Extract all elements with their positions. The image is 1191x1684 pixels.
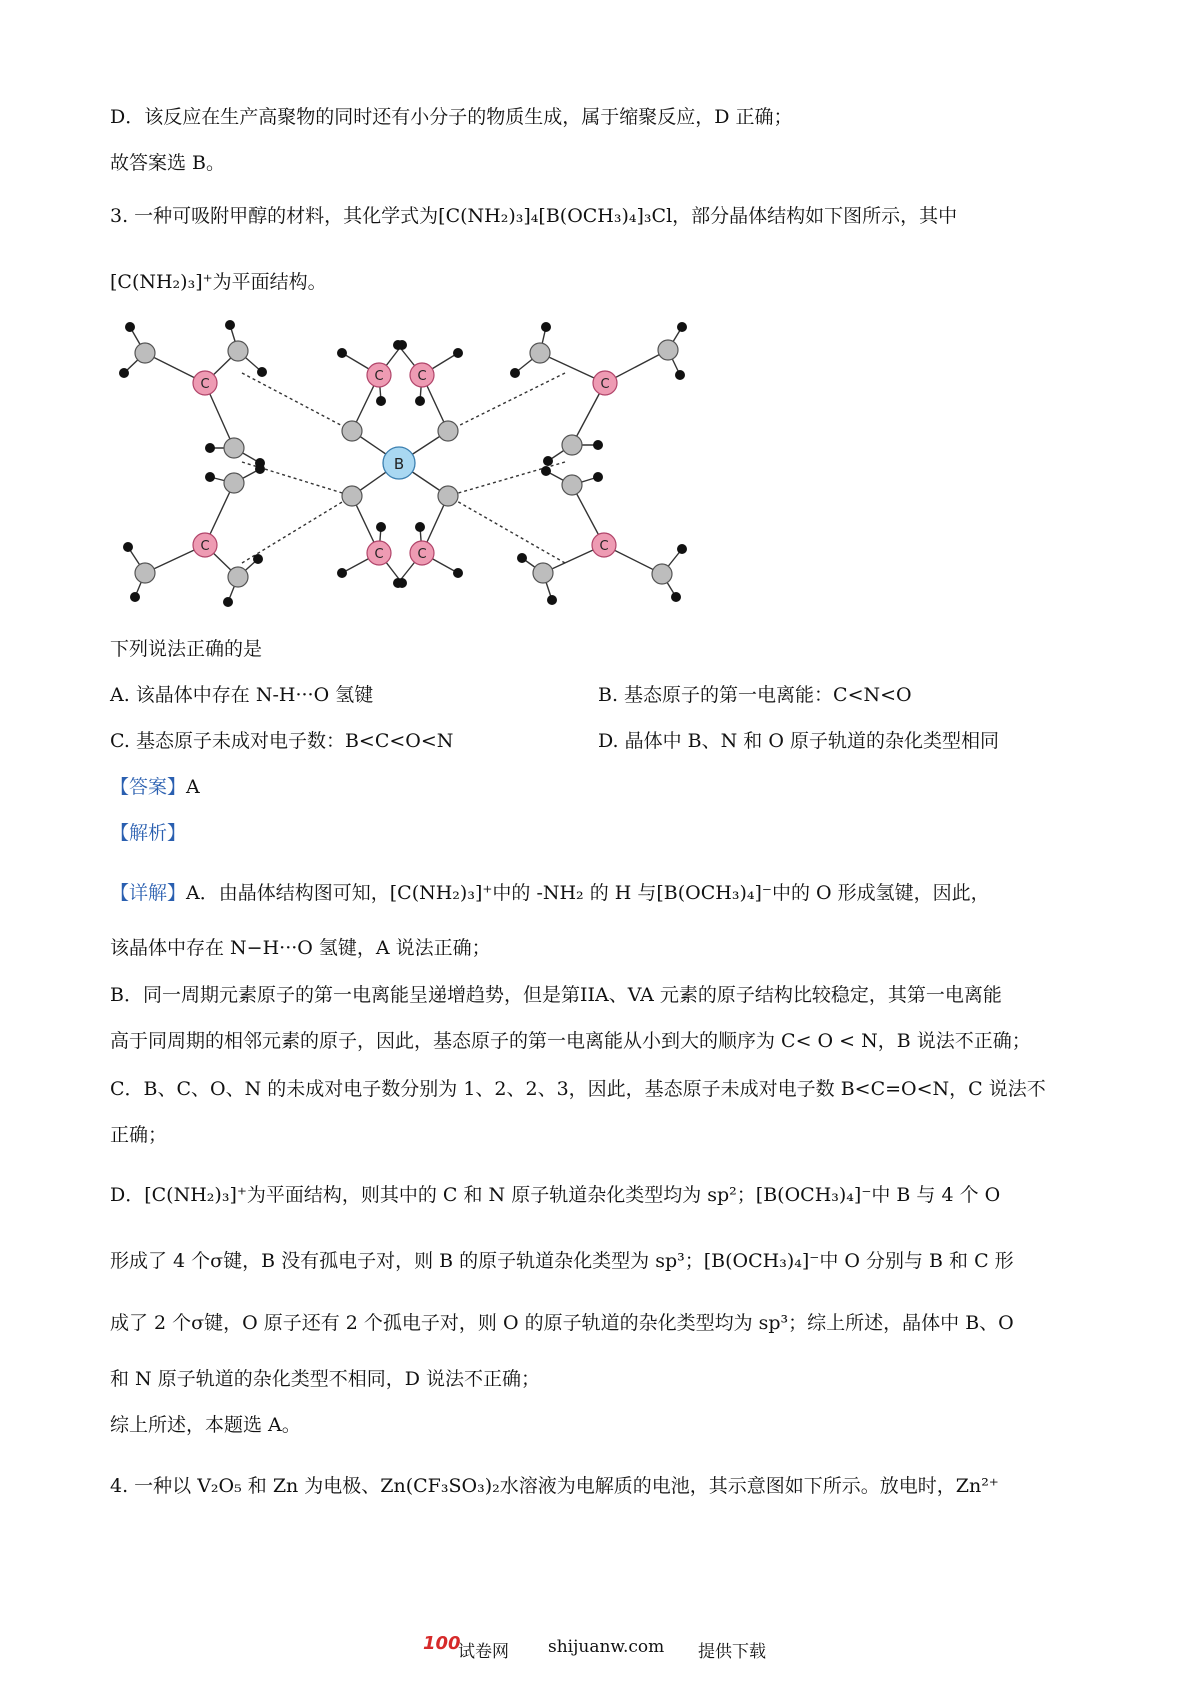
carbon-label: C [200, 377, 210, 392]
formula: [C(NH₂)₃]⁺ [144, 1184, 247, 1206]
footer-url[interactable]: shijuanw.com [548, 1637, 665, 1657]
text-line: 故答案选 B。 [110, 152, 226, 174]
option-a: A. 该晶体中存在 N-H···O 氢键 [110, 684, 374, 706]
text-span: 中 O 分别与 B 和 C 形 [819, 1250, 1014, 1272]
text-span: 中的 -NH₂ 的 H 与 [492, 882, 657, 904]
option-b: B. 基态原子的第一电离能：C<N<O [598, 684, 912, 706]
text-span: 4. 一种以 V₂O₅ 和 Zn 为电极、 [110, 1475, 381, 1497]
question-stem: 下列说法正确的是 [110, 638, 263, 660]
formula: [C(NH₂)₃]⁺ [110, 271, 213, 293]
detail-line-9: 成了 2 个σ键，O 原子还有 2 个孤电子对，则 O 的原子轨道的杂化类型均为 sp³；综上所述，晶体中 B、O [110, 1312, 1014, 1334]
text-span: ，部分晶体结构如下图所示，其中 [672, 205, 958, 227]
carbon-label: C [417, 547, 427, 562]
carbon-label: C [200, 539, 210, 554]
crystal-structure-diagram [110, 315, 700, 620]
carbon-label: C [374, 547, 384, 562]
boron-label: B [393, 455, 405, 473]
analysis-tag-line [110, 820, 186, 846]
option-d: D. 晶体中 B、N 和 O 原子轨道的杂化类型相同 [598, 730, 999, 752]
text-span: 3. 一种可吸附甲醇的材料，其化学式为 [110, 205, 439, 227]
formula: [C(NH₂)₃]⁺ [389, 882, 493, 904]
detail-line-11: 综上所述，本题选 A。 [110, 1414, 301, 1436]
footer-site-name: 试卷网 [458, 1642, 509, 1662]
formula: Zn(CF₃SO₃)₂ [380, 1475, 500, 1497]
text-line: D．该反应在生产高聚物的同时还有小分子的物质生成，属于缩聚反应，D 正确； [110, 106, 793, 128]
analysis-tag: 【解析】 [110, 822, 187, 844]
detail-line-5: C．B、C、O、N 的未成对电子数分别为 1、2、2、3，因此，基态原子未成对电子数 B<C=O<N，C 说法不 [110, 1078, 1046, 1100]
formula: Zn²⁺ [955, 1475, 999, 1497]
text-span: 水溶液为电解质的电池，其示意图如下所示。放电时， [499, 1475, 956, 1497]
answer-line [110, 774, 200, 800]
formula: [B(OCH₃)₄]⁻ [656, 882, 772, 904]
detail-line-2: 该晶体中存在 N−H···O 氢键，A 说法正确； [110, 937, 491, 959]
question-3-stem-line2 [110, 269, 327, 295]
option-c: C. 基态原子未成对电子数：B<C<O<N [110, 730, 454, 752]
text-span: A．由晶体结构图可知， [186, 882, 390, 904]
text-span: 形成了 4 个σ键，B 没有孤电子对，则 B 的原子轨道杂化类型为 sp³； [110, 1250, 704, 1272]
detail-line-1 [110, 880, 990, 906]
detail-line-10: 和 N 原子轨道的杂化类型不相同，D 说法不正确； [110, 1368, 540, 1390]
text-span: D． [110, 1184, 145, 1206]
text-span: 为平面结构。 [212, 271, 327, 293]
detail-line-4: 高于同周期的相邻元素的原子，因此，基态原子的第一电离能从小到大的顺序为 C< O < N，B 说法不正确； [110, 1030, 1031, 1052]
site-logo: 100 [423, 1633, 461, 1654]
detail-line-3: B．同一周期元素原子的第一电离能呈递增趋势，但是第IIA、VA 元素的原子结构比较稳定，其第一电离能 [110, 984, 1002, 1006]
answer-tag: 【答案】 [110, 776, 187, 798]
detail-line-7 [110, 1182, 1000, 1208]
text-span: 中的 O 形成氢键，因此， [771, 882, 990, 904]
detail-line-8 [110, 1248, 1014, 1274]
question-3-stem [110, 203, 957, 229]
formula: [B(OCH₃)₄]⁻ [755, 1184, 872, 1206]
formula: [B(OCH₃)₄]⁻ [703, 1250, 820, 1272]
carbon-label: C [600, 377, 610, 392]
detail-tag: 【详解】 [110, 882, 187, 904]
formula: [C(NH₂)₃]₄[B(OCH₃)₄]₃Cl [438, 205, 673, 227]
carbon-label: C [599, 539, 609, 554]
carbon-label: C [374, 369, 384, 384]
question-4-stem [110, 1473, 999, 1499]
detail-line-6: 正确； [110, 1124, 168, 1146]
answer-value: A [186, 776, 200, 798]
carbon-label: C [417, 369, 427, 384]
footer-download: 提供下载 [698, 1642, 766, 1662]
text-span: 为平面结构，则其中的 C 和 N 原子轨道杂化类型均为 sp²； [246, 1184, 756, 1206]
text-span: 中 B 与 4 个 O [871, 1184, 1001, 1206]
